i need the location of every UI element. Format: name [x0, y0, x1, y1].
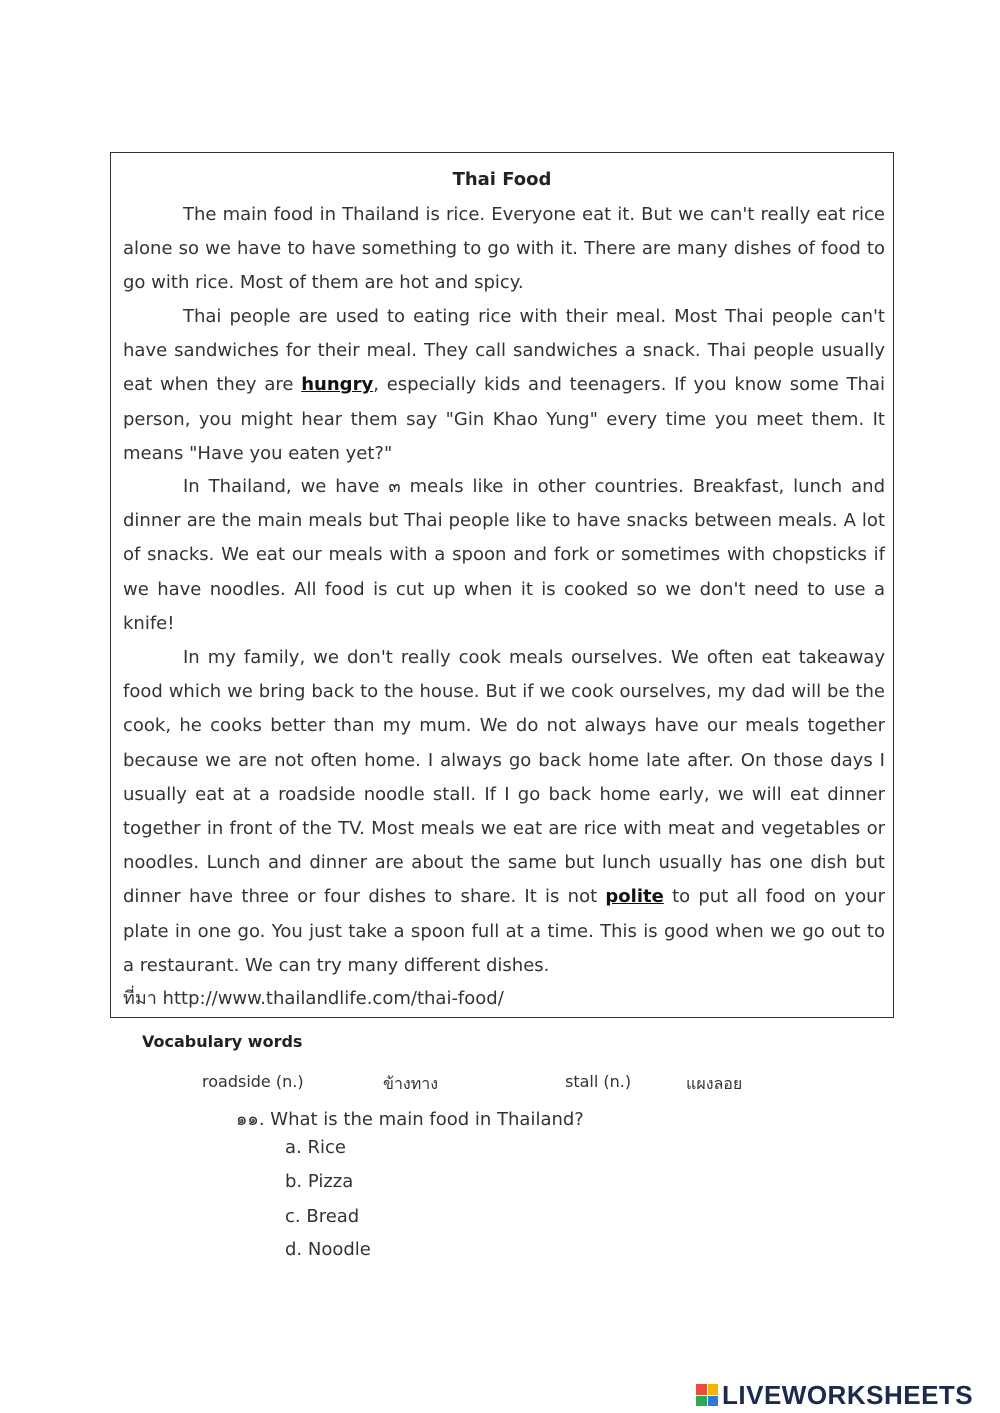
vocab-word-stall: stall (n.) [565, 1072, 632, 1091]
source-citation: ที่มา http://www.thailandlife.com/thai-food/ [123, 988, 504, 1009]
vocabulary-heading: Vocabulary words [142, 1032, 303, 1051]
option-a[interactable]: a. Rice [285, 1137, 346, 1158]
paragraph-3-text: In Thailand, we have ๓ meals like in other countries. Breakfast, lunch and dinner are the main meals but Thai people like to have snacks between meals. A lot of snacks. We eat our meals with a spoon and fork or sometimes with chopsticks if we have noodles. All food is cut up when it is cooked so we don't need to use a knife! [123, 476, 885, 634]
question-text: ๑๑. What is the main food in Thailand? [236, 1109, 584, 1130]
option-d[interactable]: d. Noodle [285, 1239, 371, 1260]
paragraph-4 [123, 641, 885, 983]
vocab-meaning-stall: แผงลอย [686, 1074, 743, 1093]
paragraph-1 [123, 198, 885, 301]
option-c[interactable]: c. Bread [285, 1206, 360, 1227]
paragraph-1-text: The main food in Thailand is rice. Everyone eat it. But we can't really eat rice alone so we have to have something to go with it. There are many dishes of food to go with rice. Most of them are hot and spicy. [123, 204, 885, 294]
logo-mark-icon [696, 1384, 718, 1406]
passage-title: Thai Food [452, 169, 552, 190]
keyword-hungry: hungry [301, 374, 374, 396]
liveworksheets-logo [696, 1378, 973, 1412]
reading-passage [110, 152, 894, 1018]
option-b[interactable]: b. Pizza [285, 1171, 354, 1192]
paragraph-4-text-b: to put all food on your plate in one go. You just take a spoon full at a time. This is good when we go out to a restaurant. We can try many different dishes. [123, 886, 885, 976]
vocab-meaning-roadside: ข้างทาง [383, 1074, 439, 1093]
paragraph-2-text-a: Thai people are used to eating rice with their meal. Most Thai people can't have sandwiches for their meal. They call sandwiches a snack. Thai people usually eat when they are [123, 306, 885, 396]
paragraph-2 [123, 300, 885, 471]
vocab-word-roadside: roadside (n.) [202, 1072, 304, 1091]
paragraph-3 [123, 470, 885, 641]
paragraph-4-text-a: In my family, we don't really cook meals ourselves. We often eat takeaway food which we bring back to the house. But if we cook ourselves, my dad will be the cook, he cooks better than my mum. We do not always have our meals together because we are not often home. I always go back home late after. On those days I usually eat at a roadside noodle stall. If I go back home early, we will eat dinner together in front of the TV. Most meals we eat are rice with meat and vegetables or noodles. Lunch and dinner are about the same but lunch usually has one dish but dinner have three or four dishes to share. It is not [123, 647, 885, 908]
keyword-polite: polite [605, 886, 664, 908]
paragraph-2-text-b: , especially kids and teenagers. If you know some Thai person, you might hear them say "Gin Khao Yung" every time you meet them. It means "Have you eaten yet?" [123, 374, 885, 464]
brand-name: LIVEWORKSHEETS [722, 1379, 974, 1410]
